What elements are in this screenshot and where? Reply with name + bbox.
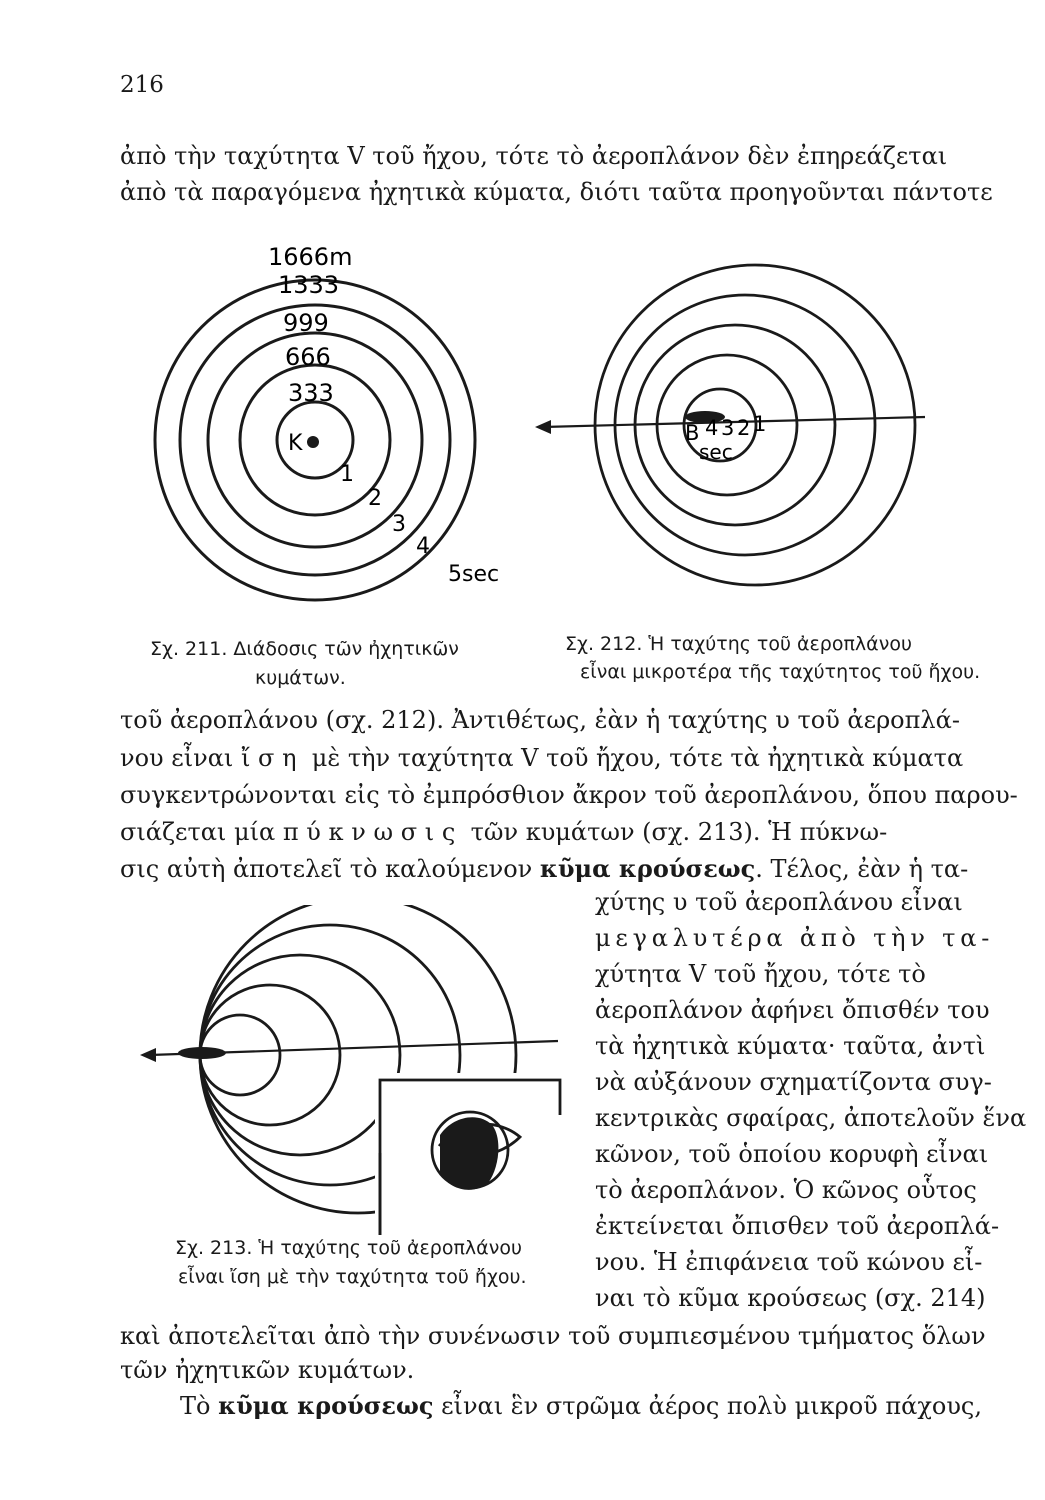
intro-line-2: ἀπὸ τὰ παραγόμενα ἠχητικὰ κύματα, διότι ταῦτα προηγοῦνται πάντοτε xyxy=(120,178,993,206)
ring-label-333: 333 xyxy=(288,379,334,407)
text: σιάζεται μία xyxy=(120,818,283,846)
arrow-head xyxy=(535,420,551,434)
figure-213 xyxy=(140,905,590,1235)
center-dot xyxy=(307,436,319,448)
bold-term-shock-wave-2: κῦμα κρούσεως xyxy=(218,1391,434,1420)
fig213-caption-2: εἶναι ἴση μὲ τὴν ταχύτητα τοῦ ἤχου. xyxy=(178,1266,527,1288)
text: Τὸ xyxy=(180,1392,219,1420)
para3-line-1 xyxy=(180,1392,982,1421)
text: εἶναι ἓν στρῶμα ἀέρος πολὺ μικροῦ πάχους, xyxy=(433,1392,983,1420)
digit-1: 1 xyxy=(753,412,767,436)
center-label: K xyxy=(288,431,303,456)
fig211-caption-1: Σχ. 211. Διάδοσις τῶν ἠχητικῶν xyxy=(150,638,459,660)
para1-line-3: συγκεντρώνονται εἰς τὸ ἐμπρόσθιον ἄκρον τοῦ ἀεροπλάνου, ὅπου παρου- xyxy=(120,781,1018,809)
right-col-line-8: κῶνον, τοῦ ὁποίου κορυφὴ εἶναι xyxy=(595,1140,989,1168)
ring-label-666: 666 xyxy=(285,343,331,371)
page-number: 216 xyxy=(120,72,164,98)
digit-2: 2 xyxy=(737,416,751,440)
right-col-line-4: ἀεροπλάνον ἀφήνει ὄπισθέν του xyxy=(595,996,990,1024)
para1-line-1: τοῦ ἀεροπλάνου (σχ. 212). Ἀντιθέτως, ἐὰν ἡ ταχύτης υ τοῦ ἀεροπλά- xyxy=(120,706,960,734)
time-label-3: 3 xyxy=(392,512,406,537)
fig213-caption-1: Σχ. 213. Ἡ ταχύτης τοῦ ἀεροπλάνου xyxy=(175,1237,522,1259)
right-col-line-11: νου. Ἡ ἐπιφάνεια τοῦ κώνου εἶ- xyxy=(595,1248,983,1276)
figure-212 xyxy=(535,255,935,615)
fig212-caption-1: Σχ. 212. Ἡ ταχύτης τοῦ ἀεροπλάνου xyxy=(565,633,912,655)
arrow-head xyxy=(140,1048,156,1062)
time-label-1: 1 xyxy=(340,462,354,487)
para1-line-4 xyxy=(120,818,887,847)
spaced-word-pyknosis: πύκνωσις xyxy=(282,818,464,846)
text: . Τέλος, ἐὰν ἡ τα- xyxy=(755,855,969,883)
para2-line-1: καὶ ἀποτελεῖται ἀπὸ τὴν συνένωσιν τοῦ συμπιεσμένου τμήματος ὅλων xyxy=(120,1322,986,1350)
bold-term-shock-wave: κῦμα κρούσεως xyxy=(539,854,756,883)
right-col-line-3: χύτητα V τοῦ ἤχου, τότε τὸ xyxy=(595,960,926,988)
ring-label-1666m: 1666m xyxy=(268,243,353,271)
right-col-line-7: κεντρικὰς σφαίρας, ἀποτελοῦν ἕνα xyxy=(595,1104,1027,1132)
para1-line-5 xyxy=(120,855,968,884)
unit-label: sec xyxy=(699,440,733,464)
airplane-shape xyxy=(178,1047,226,1059)
time-label-2: 2 xyxy=(368,486,382,511)
blob-fill xyxy=(440,1117,498,1190)
fig211-caption-2: κυμάτων. xyxy=(255,667,346,689)
right-col-line-12: ναι τὸ κῦμα κρούσεως (σχ. 214) xyxy=(595,1284,986,1312)
right-col-line-9: τὸ ἀεροπλάνον. Ὁ κῶνος οὗτος xyxy=(595,1176,977,1204)
spaced-word-ise: ἴση xyxy=(240,744,305,772)
time-label-4: 4 xyxy=(416,534,430,559)
intro-line-1: ἀπὸ τὴν ταχύτητα V τοῦ ἤχου, τότε τὸ ἀεροπλάνον δὲν ἐπηρεάζεται xyxy=(120,142,948,170)
text: νου εἶναι xyxy=(120,744,241,772)
wave-3 xyxy=(200,955,400,1155)
ring-label-1333: 1333 xyxy=(278,271,340,299)
text: μὲ τὴν ταχύτητα V τοῦ ἤχου, τότε τὰ ἠχητικὰ κύματα xyxy=(304,744,964,772)
ring-label-999: 999 xyxy=(283,309,329,337)
text: σις αὐτὴ ἀποτελεῖ τὸ καλούμενον xyxy=(120,855,540,883)
text: τῶν κυμάτων (σχ. 213). Ἡ πύκνω- xyxy=(463,818,888,846)
right-col-line-6: νὰ αὐξάνουν σχηματίζοντα συγ- xyxy=(595,1068,992,1096)
fig212-caption-2: εἶναι μικροτέρα τῆς ταχύτητος τοῦ ἤχου. xyxy=(580,661,981,683)
right-col-line-5: τὰ ἠχητικὰ κύματα· ταῦτα, ἀντὶ xyxy=(595,1032,986,1060)
point-label: B xyxy=(685,421,700,445)
para2-line-2: τῶν ἠχητικῶν κυμάτων. xyxy=(120,1356,415,1384)
right-col-line-10: ἐκτείνεται ὄπισθεν τοῦ ἀεροπλά- xyxy=(595,1212,1000,1240)
digit-3: 3 xyxy=(721,416,735,440)
time-label-5sec: 5sec xyxy=(448,562,500,587)
right-col-line-2: μεγαλυτέρα ἀπὸ τὴν τα- xyxy=(595,924,995,952)
digit-4: 4 xyxy=(705,416,719,440)
figure-211 xyxy=(130,235,530,615)
right-col-line-1: χύτης υ τοῦ ἀεροπλάνου εἶναι xyxy=(595,888,963,916)
para1-line-2 xyxy=(120,744,963,773)
